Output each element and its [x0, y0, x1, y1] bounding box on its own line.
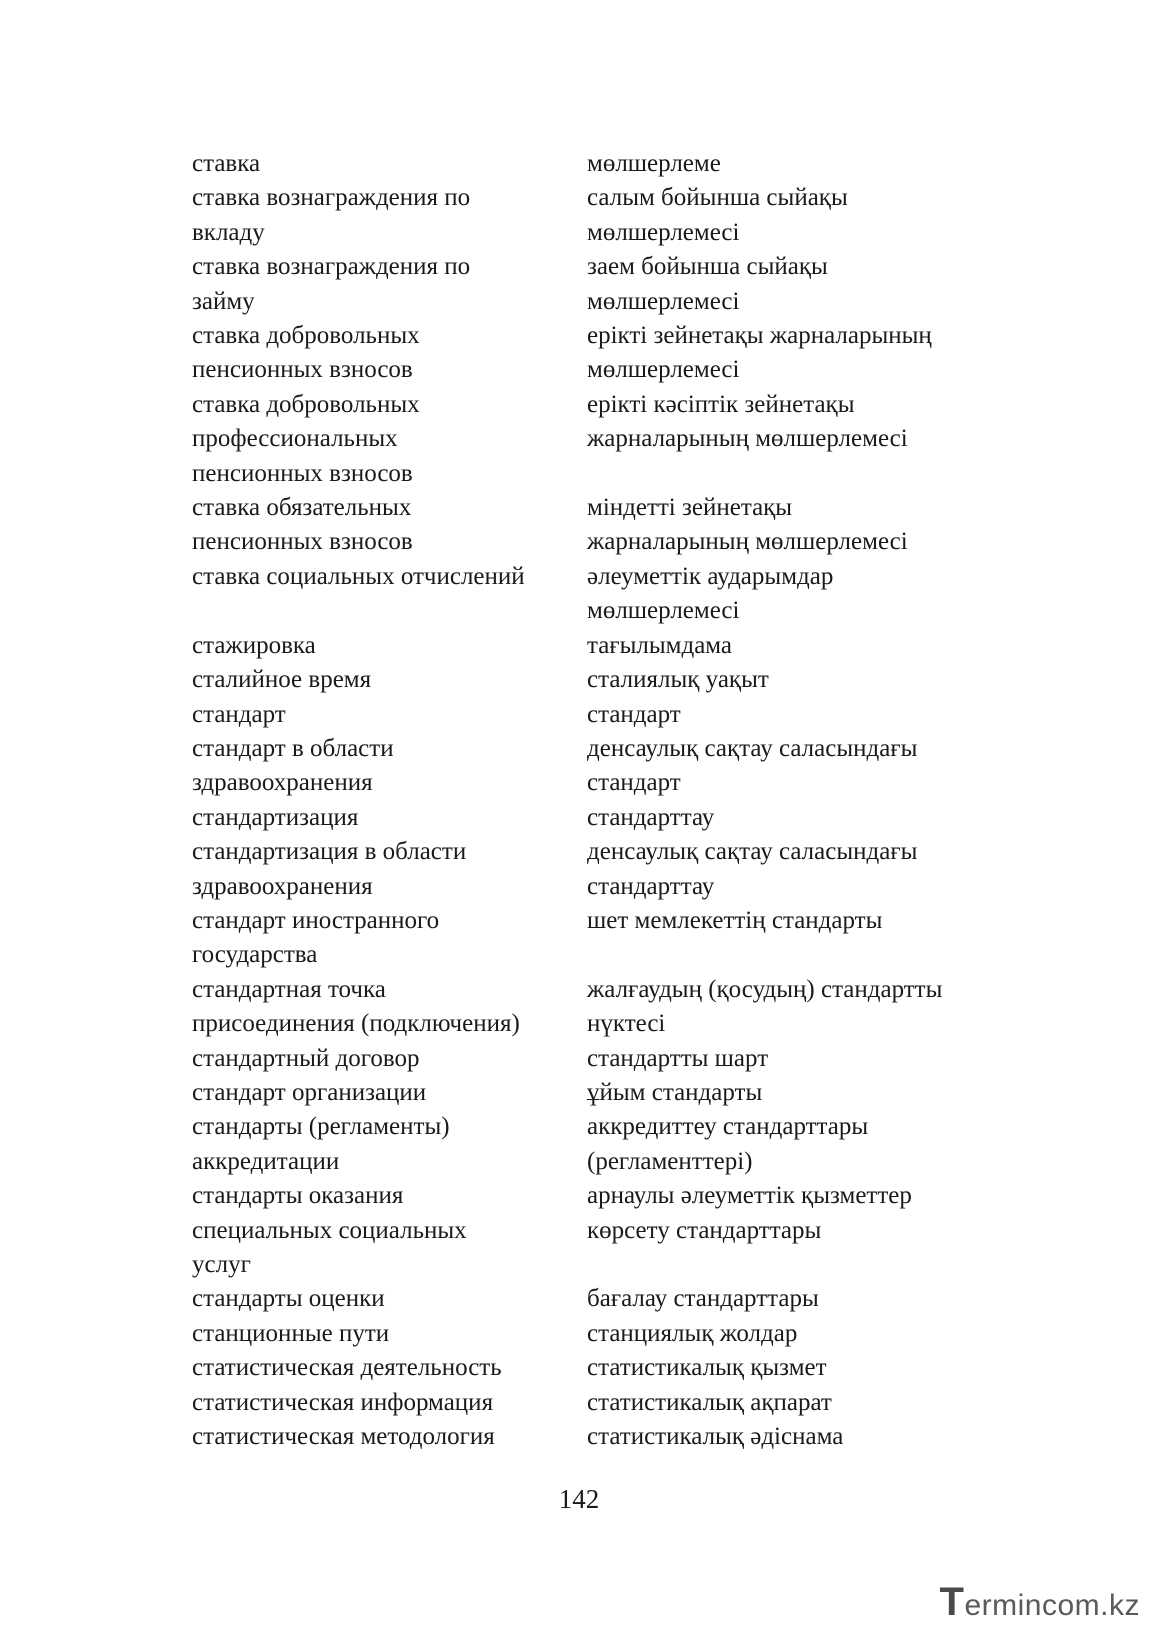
russian-term: статистическая информация [192, 1388, 494, 1416]
glossary-row [192, 698, 1022, 732]
russian-term: стандарты (регламенты) аккредитации [192, 1113, 450, 1175]
glossary-row [192, 1386, 1022, 1420]
watermark-text: Termincom.kz [939, 1580, 1140, 1624]
russian-term: стандартизация в области здравоохранения [192, 838, 467, 900]
russian-term: стандартная точка присоединения (подключения) [192, 975, 520, 1038]
russian-term: ставка вознаграждения по вкладу [192, 184, 471, 246]
russian-term: стандарт в области здравоохранения [192, 734, 394, 797]
glossary-row [192, 491, 1022, 560]
glossary-row [192, 1179, 1022, 1282]
glossary-row [192, 388, 1022, 491]
kazakh-term: салым бойынша сыйақы мөлшерлемесі [587, 184, 848, 246]
watermark-logo [940, 1579, 1140, 1625]
russian-term: стандарты оказания специальных социальных услуг [192, 1182, 467, 1278]
glossary-row [192, 1317, 1022, 1351]
russian-term: ставка вознаграждения по займу [192, 253, 471, 315]
glossary-row [192, 181, 1022, 250]
kazakh-term: денсаулық сақтау саласындағы стандарт [587, 734, 918, 797]
russian-term: ставка [192, 150, 261, 177]
russian-term: стандарт [192, 700, 286, 728]
glossary-row [192, 147, 1022, 181]
glossary-row [192, 801, 1022, 835]
kazakh-term: бағалау стандарттары [587, 1285, 819, 1313]
russian-term: ставка обязательных пенсионных взносов [192, 494, 413, 556]
kazakh-term: стандарт [587, 700, 681, 728]
kazakh-term: әлеуметтік аударымдар мөлшерлемесі [587, 562, 834, 625]
glossary-row [192, 973, 1022, 1042]
kazakh-term: арнаулы әлеуметтік қызметтер көрсету стандарттары [587, 1182, 912, 1244]
kazakh-term: мөлшерлеме [587, 150, 721, 177]
kazakh-term: ерікті зейнетақы жарналарының мөлшерлемесі [587, 322, 932, 384]
kazakh-term: жалғаудың (қосудың) стандартты нүктесі [587, 975, 943, 1038]
kazakh-term: статистикалық ақпарат [587, 1388, 832, 1416]
kazakh-term: шет мемлекеттің стандарты [587, 906, 883, 934]
kazakh-term: стандартты шарт [587, 1044, 769, 1072]
kazakh-term: стандарттау [587, 803, 715, 831]
glossary-row [192, 732, 1022, 801]
russian-term: статистическая методология [192, 1423, 495, 1451]
russian-term: стандарты оценки [192, 1285, 385, 1313]
glossary-row [192, 1420, 1022, 1454]
russian-term: стандартизация [192, 803, 359, 831]
kazakh-term: аккредиттеу стандарттары (регламенттері) [587, 1113, 869, 1175]
page-number: 142 [558, 1484, 600, 1514]
russian-term: стандарт иностранного государства [192, 906, 440, 969]
glossary-row [192, 663, 1022, 697]
russian-term: статистическая деятельность [192, 1354, 502, 1382]
glossary-row [192, 1282, 1022, 1316]
russian-term: ставка социальных отчислений [192, 562, 525, 590]
glossary-row [192, 904, 1022, 973]
glossary-row [192, 1042, 1022, 1076]
glossary-row [192, 560, 1022, 629]
glossary-table [192, 147, 1022, 1454]
kazakh-term: сталиялық уақыт [587, 666, 769, 694]
kazakh-term: ерікті кәсіптік зейнетақы жарналарының мөлшерлемесі [587, 390, 908, 453]
kazakh-term: ұйым стандарты [587, 1078, 763, 1106]
kazakh-term: станциялық жолдар [587, 1319, 798, 1347]
kazakh-term: міндетті зейнетақы жарналарының мөлшерлемесі [587, 494, 908, 556]
kazakh-term: статистикалық қызмет [587, 1354, 827, 1382]
glossary-row [192, 629, 1022, 663]
russian-term: стажировка [192, 631, 316, 659]
russian-term: стандартный договор [192, 1044, 420, 1072]
russian-term: станционные пути [192, 1319, 390, 1347]
glossary-row [192, 1110, 1022, 1179]
kazakh-term: тағылымдама [587, 631, 733, 659]
kazakh-term: статистикалық әдіснама [587, 1423, 844, 1451]
russian-term: сталийное время [192, 666, 372, 694]
glossary-row [192, 250, 1022, 319]
glossary-row [192, 1076, 1022, 1110]
russian-term: ставка добровольных пенсионных взносов [192, 322, 420, 384]
glossary-row [192, 1351, 1022, 1385]
glossary-row [192, 319, 1022, 388]
glossary-row [192, 835, 1022, 904]
kazakh-term: денсаулық сақтау саласындағы стандарттау [587, 838, 918, 900]
russian-term: ставка добровольных профессиональных пенсионных взносов [192, 390, 420, 487]
kazakh-term: заем бойынша сыйақы мөлшерлемесі [587, 253, 828, 315]
russian-term: стандарт организации [192, 1078, 427, 1106]
